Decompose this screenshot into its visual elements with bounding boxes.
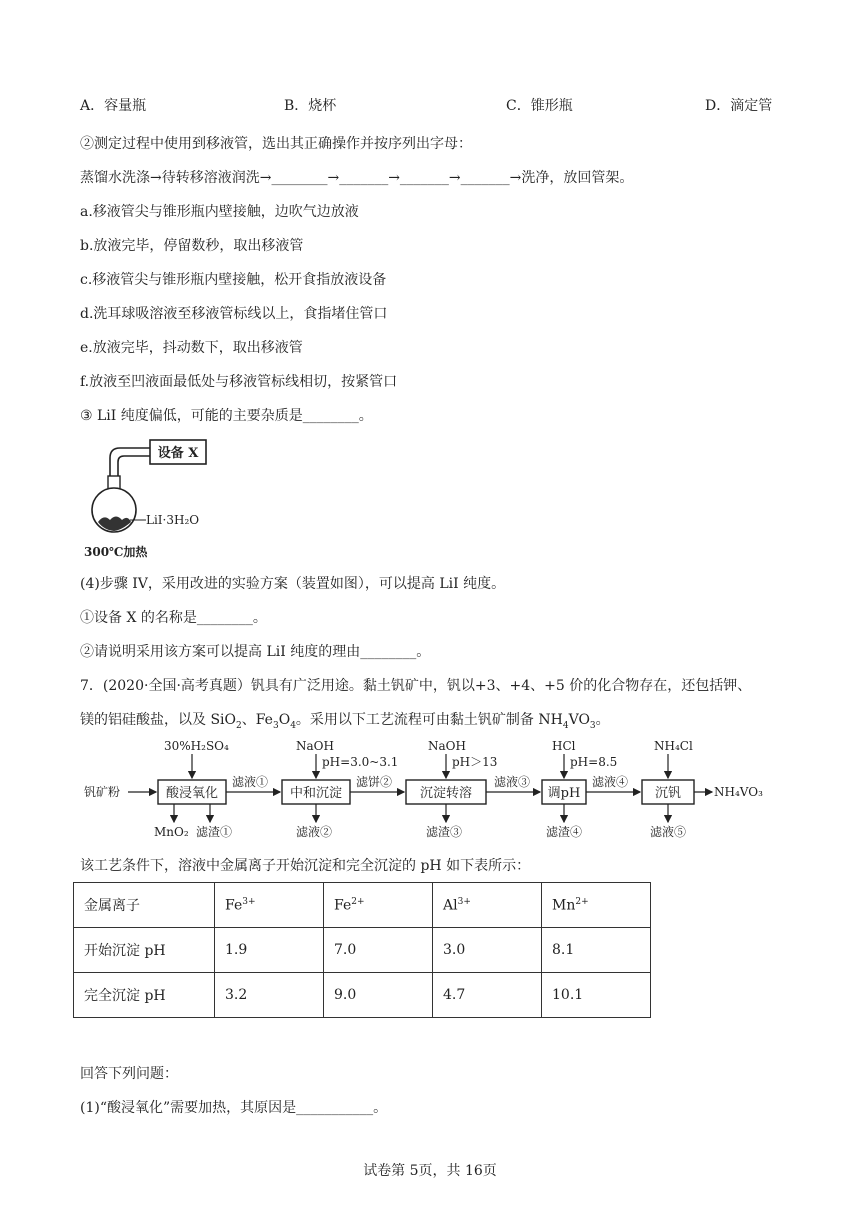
filtrate-5: 滤液⑤ — [650, 825, 687, 839]
table-cell: 开始沉淀 pH — [74, 928, 215, 973]
table-intro: 该工艺条件下，溶液中金属离子开始沉淀和完全沉淀的 pH 如下表所示： — [80, 858, 531, 874]
mno2-label: MnO₂ — [154, 825, 189, 839]
table-cell: 完全沉淀 pH — [74, 973, 215, 1018]
table-row — [74, 973, 651, 1018]
residue-3: 滤渣③ — [426, 825, 463, 839]
reagent-4: HCl — [552, 739, 576, 753]
ion-ph-table — [73, 882, 651, 1018]
step-a: a.移液管尖与锥形瓶内壁接触，边吹气边放液 — [80, 204, 359, 220]
table-cell: $Fe^{2+}$ — [324, 883, 433, 928]
table-cell: 9.0 — [324, 973, 433, 1018]
step-e: e.放液完毕，抖动数下，取出移液管 — [80, 340, 303, 356]
step-f: f.放液至凹液面最低处与移液管标线相切，按紧管口 — [80, 374, 398, 390]
option-b: B．烧杯 — [284, 98, 337, 114]
condition-2: pH＞13 — [452, 755, 498, 769]
between-4: 滤液④ — [592, 775, 629, 789]
condition-1: pH=3.0~3.1 — [322, 755, 399, 769]
between-1: 滤液① — [232, 775, 269, 789]
flow-box-1-label: 酸浸氧化 — [165, 786, 219, 801]
q7-line1: 7．(2020·全国·高考真题）钒具有广泛用途。黏土钒矿中，钒以+3、+4、+5 价的化合物存在，还包括钾、 — [80, 678, 752, 694]
heat-label: 300℃加热 — [84, 545, 148, 559]
table-cell: 10.1 — [542, 973, 651, 1018]
condition-3: pH=8.5 — [570, 755, 618, 769]
q7-line2: 镁的铝硅酸盐，以及 SiO$_2$、$Fe_3O_4$。采用以下工艺流程可由黏土钒矿制备 $NH_4VO_3$。 — [80, 712, 610, 731]
q4-2: ②请说明采用该方案可以提高 LiI 纯度的理由________。 — [80, 644, 431, 660]
table-header-row — [74, 883, 651, 928]
q3-question: ③ LiI 纯度偏低，可能的主要杂质是________。 — [80, 408, 373, 424]
flow-box-4-label: 调pH — [547, 786, 581, 801]
reagent-2: NaOH — [296, 739, 334, 753]
option-c: C．锥形瓶 — [506, 98, 573, 114]
flow-box-3-label: 沉淀转溶 — [419, 786, 473, 801]
table-cell: $Fe^{3+}$ — [215, 883, 324, 928]
table-row — [74, 928, 651, 973]
table-cell: 7.0 — [324, 928, 433, 973]
filtrate-2: 滤液② — [296, 825, 333, 839]
process-flow — [84, 736, 784, 846]
table-cell: 3.0 — [433, 928, 542, 973]
flow-product: NH₄VO₃ — [714, 785, 763, 799]
reagent-5: NH₄Cl — [654, 739, 693, 753]
flow-box-5-label: 沉钒 — [654, 786, 682, 801]
q2-prompt: ②测定过程中使用到移液管，选出其正确操作并按序列出字母： — [80, 136, 472, 152]
table-cell: 8.1 — [542, 928, 651, 973]
q7-1: (1)“酸浸氧化”需要加热，其原因是___________。 — [80, 1100, 388, 1116]
flow-start: 钒矿粉 — [84, 785, 121, 799]
page-footer: 试卷第 5页，共 16页 — [363, 1163, 497, 1179]
between-3: 滤液③ — [494, 775, 531, 789]
table-cell: $Mn^{2+}$ — [542, 883, 651, 928]
table-cell: $Al^{3+}$ — [433, 883, 542, 928]
q4-1: ①设备 X 的名称是________。 — [80, 610, 267, 626]
option-a: A．容量瓶 — [80, 98, 147, 114]
q4-intro: (4)步骤 IV，采用改进的实验方案（装置如图），可以提高 LiI 纯度。 — [80, 576, 506, 592]
compound-label: LiI·3H₂O — [146, 513, 200, 527]
reagent-3: NaOH — [428, 739, 466, 753]
step-c: c.移液管尖与锥形瓶内壁接触，松开食指放液设备 — [80, 272, 387, 288]
option-d: D．滴定管 — [705, 98, 773, 114]
table-cell: 3.2 — [215, 973, 324, 1018]
table-cell: 4.7 — [433, 973, 542, 1018]
table-cell: 金属离子 — [74, 883, 215, 928]
answer-intro: 回答下列问题： — [80, 1066, 178, 1082]
apparatus-figure — [84, 434, 244, 562]
step-b: b.放液完毕，停留数秒，取出移液管 — [80, 238, 304, 254]
table-cell: 1.9 — [215, 928, 324, 973]
between-2: 滤饼② — [356, 775, 393, 789]
flow-box-2-label: 中和沉淀 — [289, 786, 343, 801]
reagent-1: 30%H₂SO₄ — [164, 739, 229, 753]
residue-1: 滤渣① — [196, 825, 233, 839]
device-x-label: 设备 X — [157, 446, 199, 461]
residue-4: 滤渣④ — [546, 825, 583, 839]
q2-sequence: 蒸馏水洗涤→待转移溶液润洗→________→_______→_______→_______→洗净，放回管架。 — [80, 170, 634, 186]
step-d: d.洗耳球吸溶液至移液管标线以上，食指堵住管口 — [80, 306, 388, 322]
